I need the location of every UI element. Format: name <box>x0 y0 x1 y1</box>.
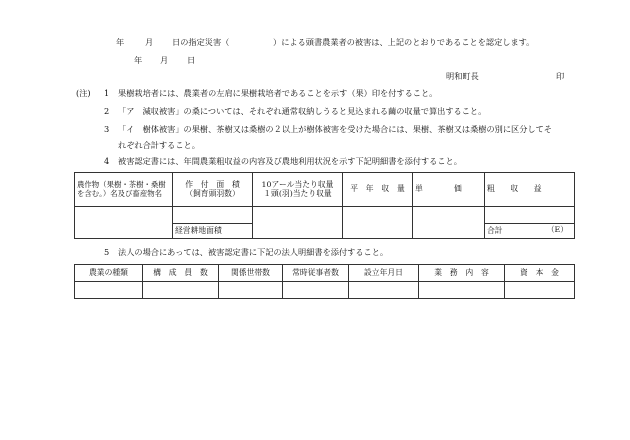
cert-date-day: 日 <box>187 55 196 65</box>
cert-date-month: 月 <box>160 55 169 65</box>
founding-date-cell[interactable] <box>349 282 419 299</box>
total-row <box>485 224 575 239</box>
header-crop-name: 農作物（果樹・茶樹・桑樹を含む。）名及び畜産物名 <box>75 173 173 207</box>
header-related-households: 関係世帯数 <box>219 265 283 282</box>
header-yield-per-10a: 10アール当たり収量 <box>261 179 334 189</box>
annual-yield-cell[interactable] <box>343 207 413 239</box>
note-4-num: 4 <box>104 156 110 166</box>
capital-cell[interactable] <box>505 282 575 299</box>
header-planted-area <box>173 173 253 207</box>
managed-farmland-area-label: 経営耕地面積 <box>173 224 253 239</box>
notes-label: (注) <box>76 88 91 98</box>
corporation-detail-table <box>74 264 575 299</box>
area-cell[interactable] <box>173 207 253 224</box>
header-annual-yield: 平 年 収 量 <box>343 173 413 207</box>
note-5-text: 法人の場合にあっては、被害認定書に下記の法人明細書を添付すること。 <box>118 247 389 257</box>
fulltime-workers-cell[interactable] <box>283 282 349 299</box>
header-farming-type: 農業の種類 <box>75 265 143 282</box>
header-unit-price: 単 価 <box>413 173 485 207</box>
crop-cell[interactable] <box>75 207 173 239</box>
cert-era: 年 <box>116 37 125 47</box>
note-2-num: 2 <box>104 106 110 116</box>
header-yield-per-head: １頭(羽)当たり収量 <box>263 188 332 198</box>
member-count-cell[interactable] <box>143 282 219 299</box>
header-fulltime-workers: 常時従事者数 <box>283 265 349 282</box>
header-planted-area-label: 作 付 面 積 <box>185 179 240 189</box>
note-5-num: 5 <box>104 247 110 257</box>
income-detail-table <box>74 172 575 239</box>
cert-statement: ）による頭書農業者の被害は、上記のとおりであることを認定します。 <box>273 37 535 47</box>
gross-income-cell[interactable] <box>485 207 575 224</box>
total-mark: （E） <box>546 225 568 234</box>
total-label: 合計 <box>487 225 503 235</box>
header-founding-date: 設立年月日 <box>349 265 419 282</box>
note-3-cont: れぞれ合計すること。 <box>118 140 200 150</box>
note-3-text: 「イ 樹体被害」の果樹、茶樹又は桑樹の２以上が樹体被害を受けた場合には、果樹、茶樹又は桑樹の別に区分してそ <box>118 124 552 134</box>
seal-mark: 印 <box>556 71 565 81</box>
town-head: 明和町長 <box>446 71 479 81</box>
header-business-content: 業 務 内 容 <box>419 265 505 282</box>
header-livestock-count-label: （飼育頭羽数） <box>185 188 240 198</box>
related-households-cell[interactable] <box>219 282 283 299</box>
unit-price-cell[interactable] <box>413 207 485 239</box>
cert-month: 月 <box>145 37 154 47</box>
note-1-num: 1 <box>104 88 110 98</box>
business-content-cell[interactable] <box>419 282 505 299</box>
yield-cell[interactable] <box>253 207 343 239</box>
header-gross-income: 粗 収 益 <box>485 173 575 207</box>
note-1-text: 果樹栽培者には、農業者の左肩に果樹栽培者であることを示す（果）印を付すること。 <box>118 88 438 98</box>
note-4-text: 被害認定書には、年間農業粗収益の内容及び農地利用状況を示す下記明細書を添付すること。 <box>118 156 462 166</box>
note-2-text: 「ア 減収被害」の桑については、それぞれ通常収納しうると見込まれる繭の収量で算出すること。 <box>118 106 487 116</box>
farming-type-cell[interactable] <box>75 282 143 299</box>
header-yield-per-unit <box>253 173 343 207</box>
cert-day-text: 日の指定災害（ <box>172 37 230 47</box>
header-capital: 資 本 金 <box>505 265 575 282</box>
cert-date-year: 年 <box>134 55 143 65</box>
header-member-count: 構 成 員 数 <box>143 265 219 282</box>
note-3-num: 3 <box>104 124 110 134</box>
